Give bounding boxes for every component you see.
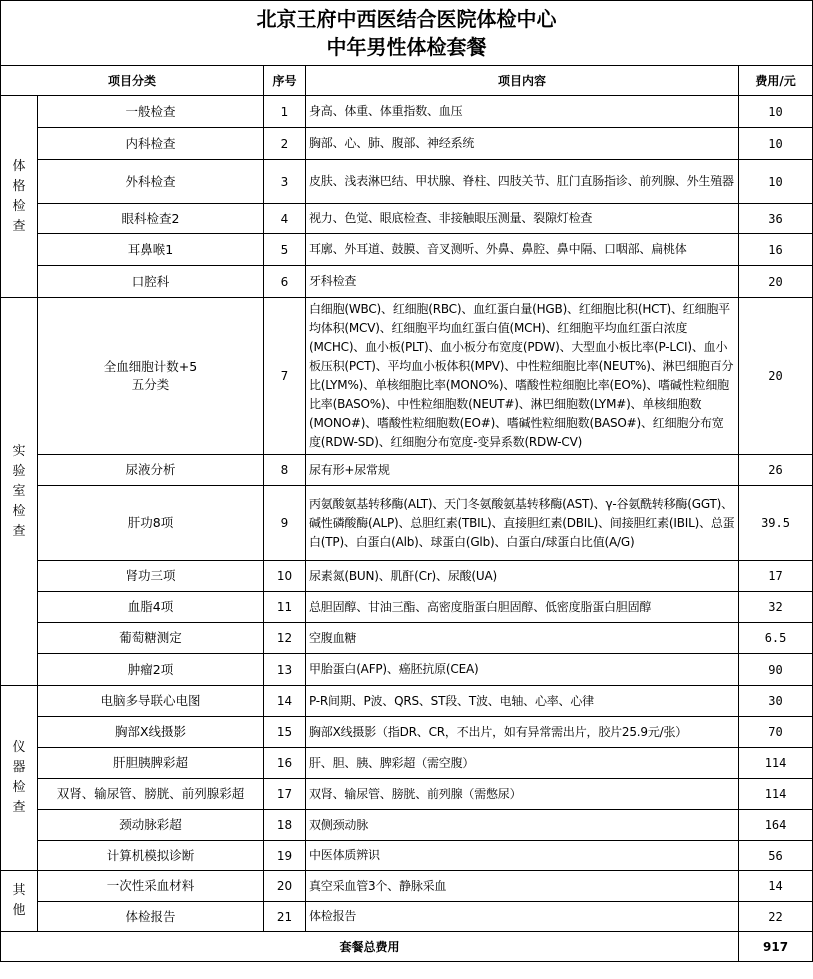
- item-fee: 26: [739, 455, 813, 486]
- item-content: 体检报告: [306, 902, 739, 932]
- group-label-text: 其他: [12, 883, 26, 918]
- hospital-name: 北京王府中西医结合医院体检中心: [256, 7, 557, 31]
- item-content: 空腹血糖: [306, 623, 739, 654]
- item-content: 丙氨酸氨基转移酶(ALT)、天门冬氨酸氨基转移酶(AST)、γ-谷氨酰转移酶(GGT)、碱性磷酸酶(ALP)、总胆红素(TBIL)、直接胆红素(DBIL)、间接胆红素(IBIL)、总蛋白(TP)、白蛋白(Alb)、球蛋白(Glb)、白蛋白/球蛋白比值(A/G): [306, 486, 739, 561]
- group-label-text: 体格检查: [12, 158, 26, 234]
- item-number: 6: [264, 266, 306, 298]
- item-fee: 6.5: [739, 623, 813, 654]
- table-row: [1, 486, 813, 561]
- item-fee: 14: [739, 871, 813, 902]
- item-fee: 56: [739, 841, 813, 871]
- item-number: 9: [264, 486, 306, 561]
- item-fee: 10: [739, 160, 813, 204]
- item-fee: 114: [739, 748, 813, 779]
- header-category: 项目分类: [1, 66, 264, 96]
- table-row: [1, 561, 813, 592]
- item-fee: 90: [739, 654, 813, 686]
- item-content: 真空采血管3个、静脉采血: [306, 871, 739, 902]
- table-row: [1, 902, 813, 932]
- item-fee: 164: [739, 810, 813, 841]
- item-fee: 22: [739, 902, 813, 932]
- item-category: 内科检查: [38, 128, 264, 160]
- package-name: 中年男性体检套餐: [326, 35, 487, 59]
- item-category: 全血细胞计数+5 五分类: [38, 298, 264, 455]
- item-number: 20: [264, 871, 306, 902]
- item-content: 胸部X线摄影（指DR、CR，不出片，如有异常需出片，胶片25.9元/张）: [306, 717, 739, 748]
- table-row: [1, 592, 813, 623]
- item-content: 肝、胆、胰、脾彩超（需空腹）: [306, 748, 739, 779]
- item-category: 肿瘤2项: [38, 654, 264, 686]
- page-title: [1, 1, 813, 66]
- total-fee: 917: [739, 932, 813, 962]
- table-row: [1, 810, 813, 841]
- header-number: 序号: [264, 66, 306, 96]
- item-fee: 32: [739, 592, 813, 623]
- item-number: 7: [264, 298, 306, 455]
- item-content: P-R间期、P波、QRS、ST段、T波、电轴、心率、心律: [306, 686, 739, 717]
- item-number: 8: [264, 455, 306, 486]
- item-category: 尿液分析: [38, 455, 264, 486]
- item-number: 19: [264, 841, 306, 871]
- item-number: 12: [264, 623, 306, 654]
- table-row: [1, 128, 813, 160]
- item-number: 1: [264, 96, 306, 128]
- item-category: 血脂4项: [38, 592, 264, 623]
- item-content: 尿有形+尿常规: [306, 455, 739, 486]
- item-category: 颈动脉彩超: [38, 810, 264, 841]
- item-number: 4: [264, 204, 306, 234]
- item-fee: 20: [739, 298, 813, 455]
- item-content: 皮肤、浅表淋巴结、甲状腺、脊柱、四肢关节、肛门直肠指诊、前列腺、外生殖器: [306, 160, 739, 204]
- table-row: [1, 654, 813, 686]
- item-category: 肝胆胰脾彩超: [38, 748, 264, 779]
- item-content: 双侧颈动脉: [306, 810, 739, 841]
- item-category: 双肾、输尿管、膀胱、前列腺彩超: [38, 779, 264, 810]
- item-fee: 39.5: [739, 486, 813, 561]
- item-content: 甲胎蛋白(AFP)、癌胚抗原(CEA): [306, 654, 739, 686]
- table-row: [1, 455, 813, 486]
- item-category: 电脑多导联心电图: [38, 686, 264, 717]
- table-row: [1, 717, 813, 748]
- group-label-text: 仪器检查: [12, 740, 26, 815]
- item-number: 11: [264, 592, 306, 623]
- item-content: 身高、体重、体重指数、血压: [306, 96, 739, 128]
- group-label: [1, 871, 38, 932]
- item-number: 13: [264, 654, 306, 686]
- item-number: 16: [264, 748, 306, 779]
- group-label: [1, 298, 38, 686]
- item-category: 外科检查: [38, 160, 264, 204]
- item-content: 双肾、输尿管、膀胱、前列腺（需憋尿）: [306, 779, 739, 810]
- table-row: [1, 686, 813, 717]
- item-fee: 16: [739, 234, 813, 266]
- item-number: 2: [264, 128, 306, 160]
- item-fee: 10: [739, 96, 813, 128]
- item-number: 17: [264, 779, 306, 810]
- item-fee: 10: [739, 128, 813, 160]
- item-fee: 30: [739, 686, 813, 717]
- item-number: 14: [264, 686, 306, 717]
- item-content: 尿素氮(BUN)、肌酐(Cr)、尿酸(UA): [306, 561, 739, 592]
- table-row: [1, 748, 813, 779]
- item-number: 21: [264, 902, 306, 932]
- header-row: [1, 66, 813, 96]
- table-row: [1, 779, 813, 810]
- header-content: 项目内容: [306, 66, 739, 96]
- title-row: [1, 1, 813, 66]
- item-fee: 36: [739, 204, 813, 234]
- total-row: [1, 932, 813, 962]
- item-content: 胸部、心、肺、腹部、神经系统: [306, 128, 739, 160]
- total-label: 套餐总费用: [1, 932, 739, 962]
- table-row: [1, 204, 813, 234]
- item-content: 中医体质辨识: [306, 841, 739, 871]
- item-category: 一次性采血材料: [38, 871, 264, 902]
- item-category: 胸部X线摄影: [38, 717, 264, 748]
- item-content: 总胆固醇、甘油三酯、高密度脂蛋白胆固醇、低密度脂蛋白胆固醇: [306, 592, 739, 623]
- item-number: 5: [264, 234, 306, 266]
- item-number: 15: [264, 717, 306, 748]
- table-row: [1, 234, 813, 266]
- table-row: [1, 298, 813, 455]
- item-category: 肾功三项: [38, 561, 264, 592]
- item-fee: 70: [739, 717, 813, 748]
- item-category: 葡萄糖测定: [38, 623, 264, 654]
- table-row: [1, 160, 813, 204]
- item-number: 18: [264, 810, 306, 841]
- item-number: 10: [264, 561, 306, 592]
- item-category: 眼科检查2: [38, 204, 264, 234]
- item-fee: 17: [739, 561, 813, 592]
- item-content: 耳廓、外耳道、鼓膜、音叉测听、外鼻、鼻腔、鼻中隔、口咽部、扁桃体: [306, 234, 739, 266]
- table-row: [1, 871, 813, 902]
- item-category: 口腔科: [38, 266, 264, 298]
- item-number: 3: [264, 160, 306, 204]
- item-category: 一般检查: [38, 96, 264, 128]
- item-category: 体检报告: [38, 902, 264, 932]
- group-label-text: 实验室检查: [12, 443, 26, 539]
- item-content: 白细胞(WBC)、红细胞(RBC)、血红蛋白量(HGB)、红细胞比积(HCT)、红细胞平均体积(MCV)、红细胞平均血红蛋白值(MCH)、红细胞平均血红蛋白浓度(MCHC)、血小板(PLT)、血小板分布宽度(PDW)、大型血小板比率(P-LCI)、血小板压积(PCT)、平均血小板体积(MPV)、中性粒细胞比率(NEUT%)、淋巴细胞百分比(LYM%)、单核细胞比率(MONO%)、嗜酸性粒细胞比率(EO%)、嗜碱性粒细胞比率(BASO%)、中性粒细胞数(NEUT#)、淋巴细胞数(LYM#)、单核细胞数(MONO#)、嗜酸性粒细胞数(EO#)、嗜碱性粒细胞数(BASO#)、红细胞分布宽度(RDW-SD)、红细胞分布宽度-变异系数(RDW-CV): [306, 298, 739, 455]
- header-fee: 费用/元: [739, 66, 813, 96]
- table-row: [1, 623, 813, 654]
- item-content: 牙科检查: [306, 266, 739, 298]
- table-row: [1, 841, 813, 871]
- group-label: [1, 686, 38, 871]
- item-category: 耳鼻喉1: [38, 234, 264, 266]
- item-category: 计算机模拟诊断: [38, 841, 264, 871]
- item-fee: 114: [739, 779, 813, 810]
- table-row: [1, 266, 813, 298]
- table-row: [1, 96, 813, 128]
- group-label: [1, 96, 38, 298]
- item-category: 肝功8项: [38, 486, 264, 561]
- item-fee: 20: [739, 266, 813, 298]
- item-content: 视力、色觉、眼底检查、非接触眼压测量、裂隙灯检查: [306, 204, 739, 234]
